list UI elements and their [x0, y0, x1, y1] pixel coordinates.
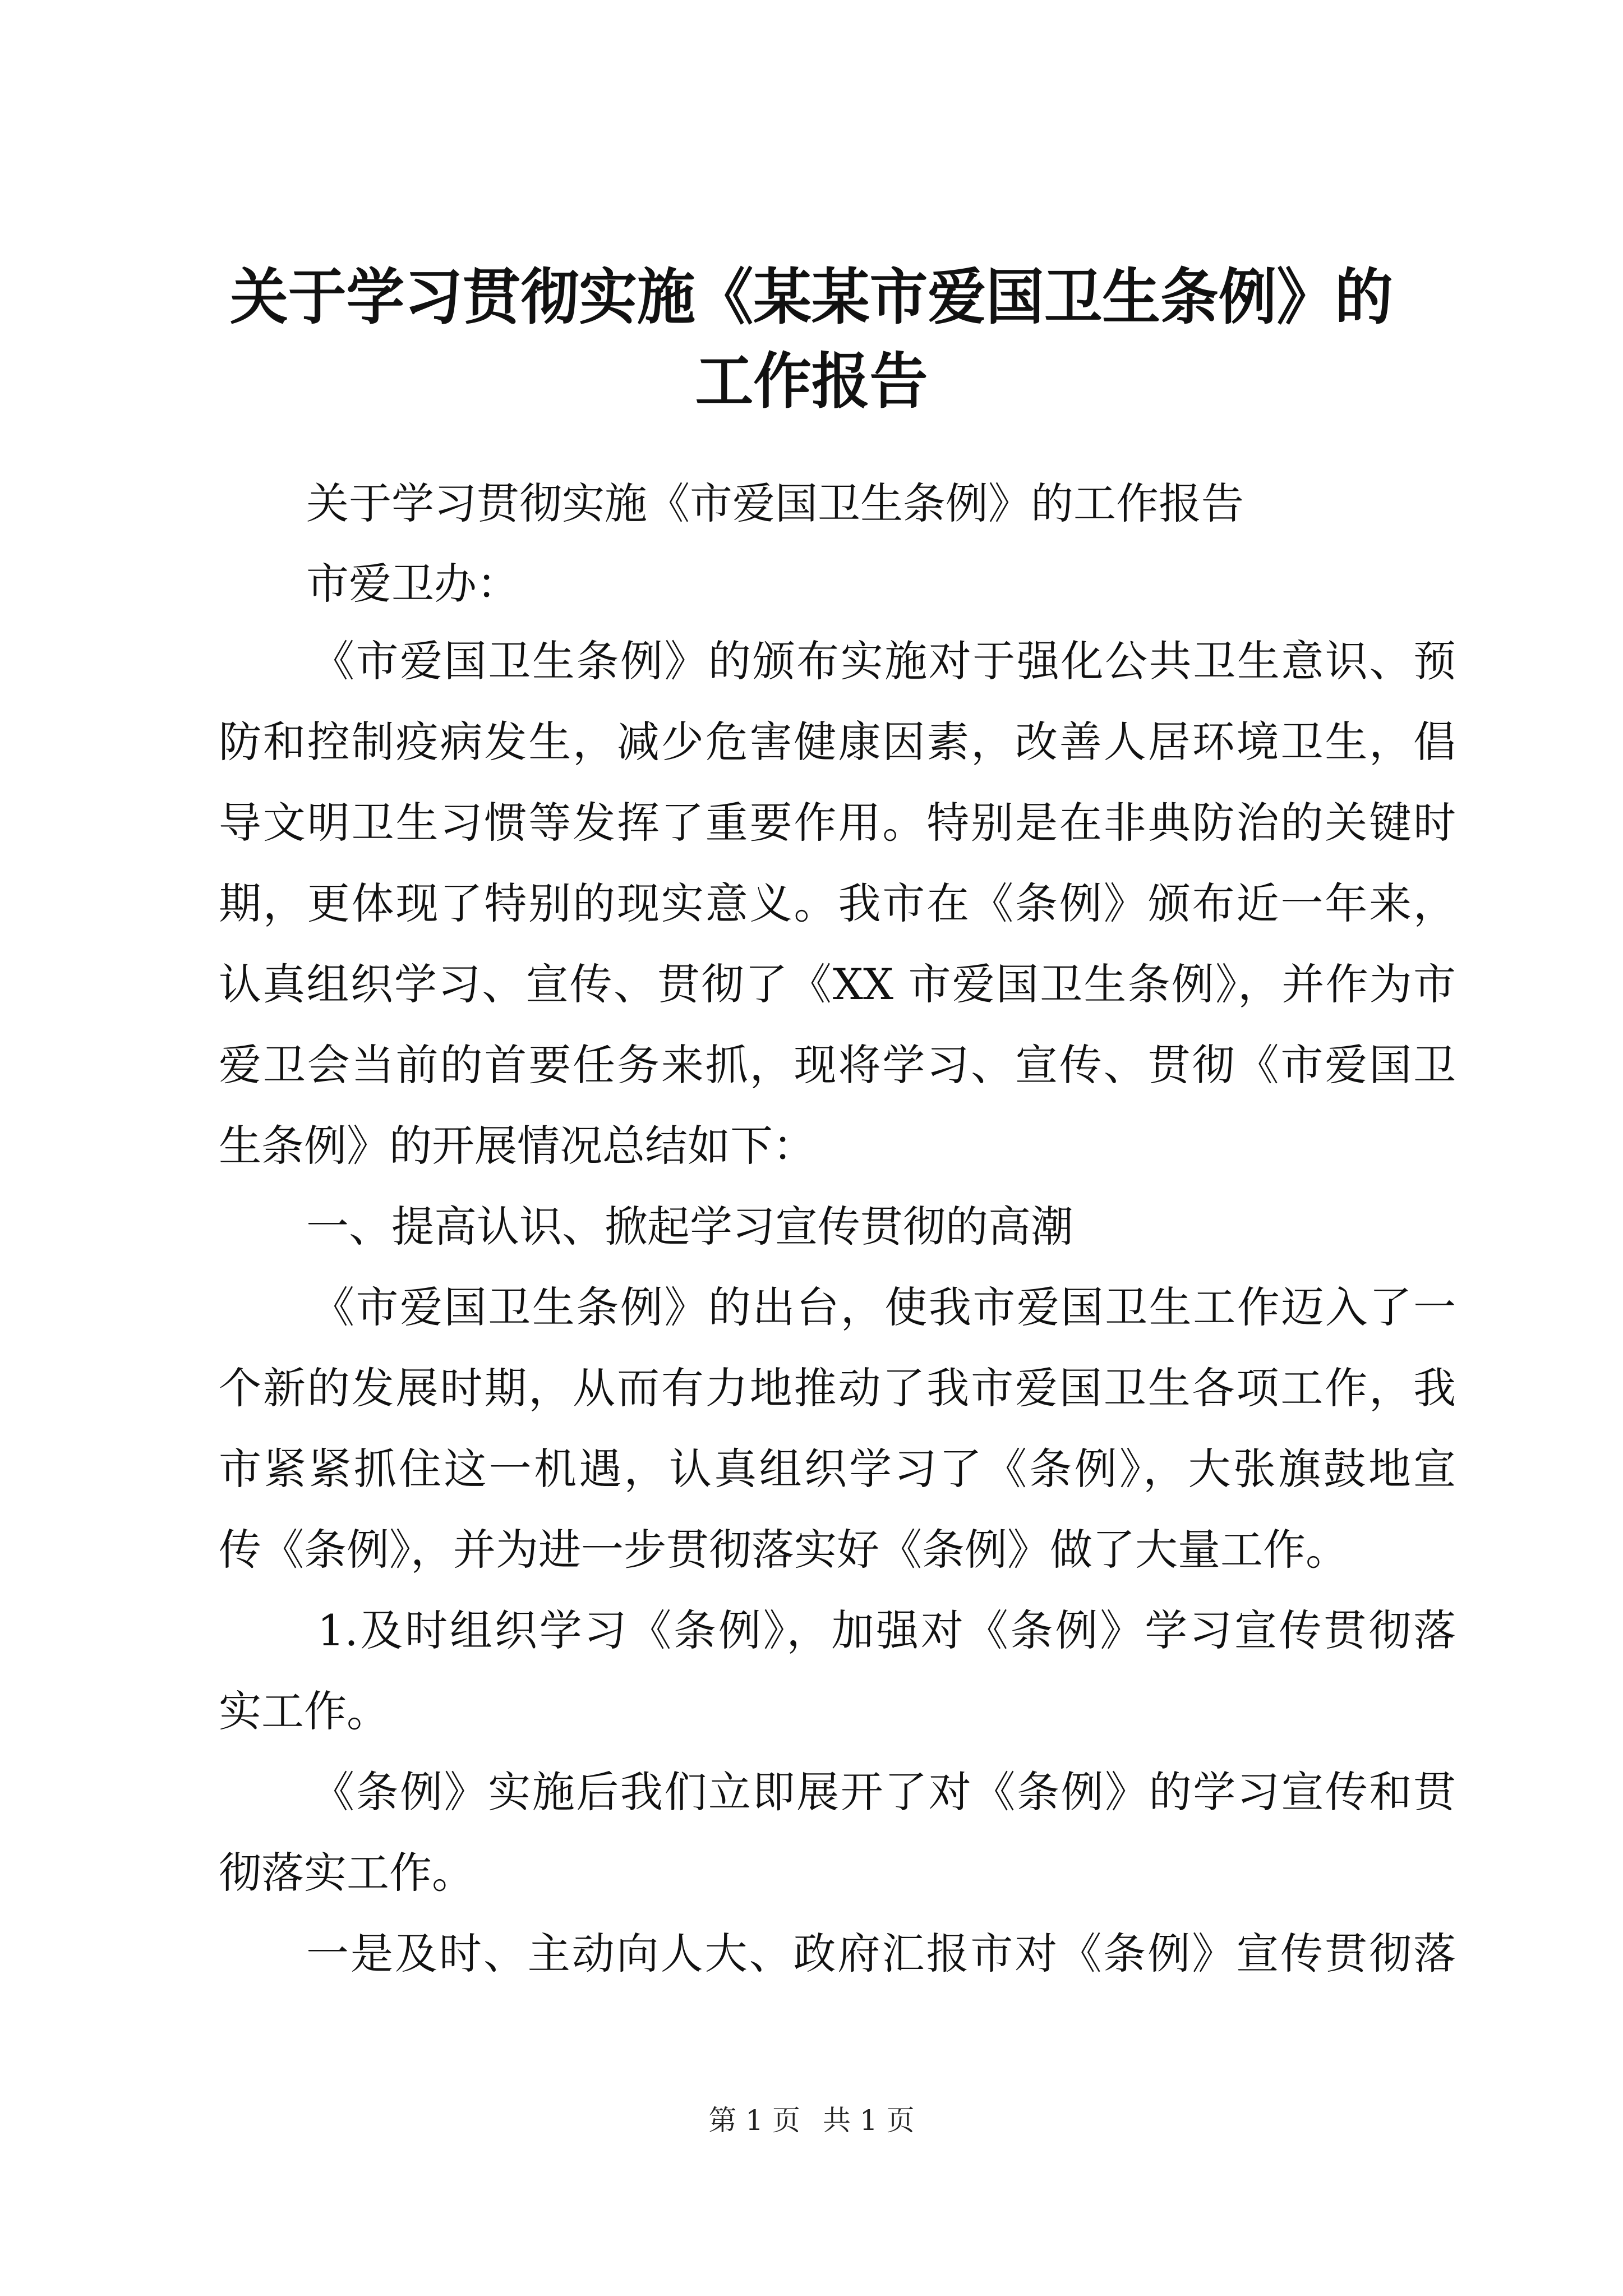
page-total: 共 1 页	[823, 2104, 915, 2137]
body-paragraph-line: 彻落实工作。	[219, 1848, 474, 1898]
body-paragraph-line: 爱卫会当前的首要任务来抓，现将学习、宣传、贯彻《市爱国卫	[219, 1040, 1456, 1090]
body-paragraph-line: 一是及时、主动向人大、政府汇报市对《条例》宣传贯彻落	[306, 1929, 1456, 1978]
page-number: 第 1 页	[708, 2104, 800, 2137]
section-heading-1: 一、提高认识、掀起学习宣传贯彻的高潮	[306, 1202, 1073, 1251]
body-paragraph-line: 市紧紧抓住这一机遇，认真组织学习了《条例》，大张旗鼓地宣	[219, 1444, 1456, 1494]
body-line-addressee: 市爱卫办：	[306, 559, 519, 609]
body-paragraph-line: 认真组织学习、宣传、贯彻了《XX 市爱国卫生条例》，并作为市	[219, 959, 1456, 1009]
body-line-subtitle: 关于学习贯彻实施《市爱国卫生条例》的工作报告	[306, 478, 1244, 528]
subsection-heading-1: 1.及时组织学习《条例》，加强对《条例》学习宣传贯彻落	[317, 1605, 1456, 1655]
page-footer	[0, 2101, 1623, 2140]
body-paragraph-line: 《市爱国卫生条例》的颁布实施对于强化公共卫生意识、预	[312, 636, 1456, 686]
body-paragraph-line: 导文明卫生习惯等发挥了重要作用。特别是在非典防治的关键时	[219, 798, 1456, 848]
document-title-line-2: 工作报告	[695, 346, 928, 417]
body-paragraph-line: 防和控制疫病发生，减少危害健康因素，改善人居环境卫生，倡	[219, 717, 1456, 767]
body-paragraph-line: 期，更体现了特别的现实意义。我市在《条例》颁布近一年来，	[219, 878, 1456, 928]
body-paragraph-line: 生条例》的开展情况总结如下：	[219, 1121, 815, 1171]
document-title-line-1: 关于学习贯彻实施《某某市爱国卫生条例》的	[230, 262, 1393, 333]
body-paragraph-line: 个新的发展时期，从而有力地推动了我市爱国卫生各项工作，我	[219, 1363, 1456, 1413]
body-paragraph-line: 《市爱国卫生条例》的出台，使我市爱国卫生工作迈入了一	[312, 1282, 1456, 1332]
body-paragraph-line: 《条例》实施后我们立即展开了对《条例》的学习宣传和贯	[312, 1767, 1456, 1817]
body-paragraph-line: 传《条例》，并为进一步贯彻落实好《条例》做了大量工作。	[219, 1525, 1348, 1575]
subsection-heading-1-cont: 实工作。	[219, 1686, 389, 1736]
